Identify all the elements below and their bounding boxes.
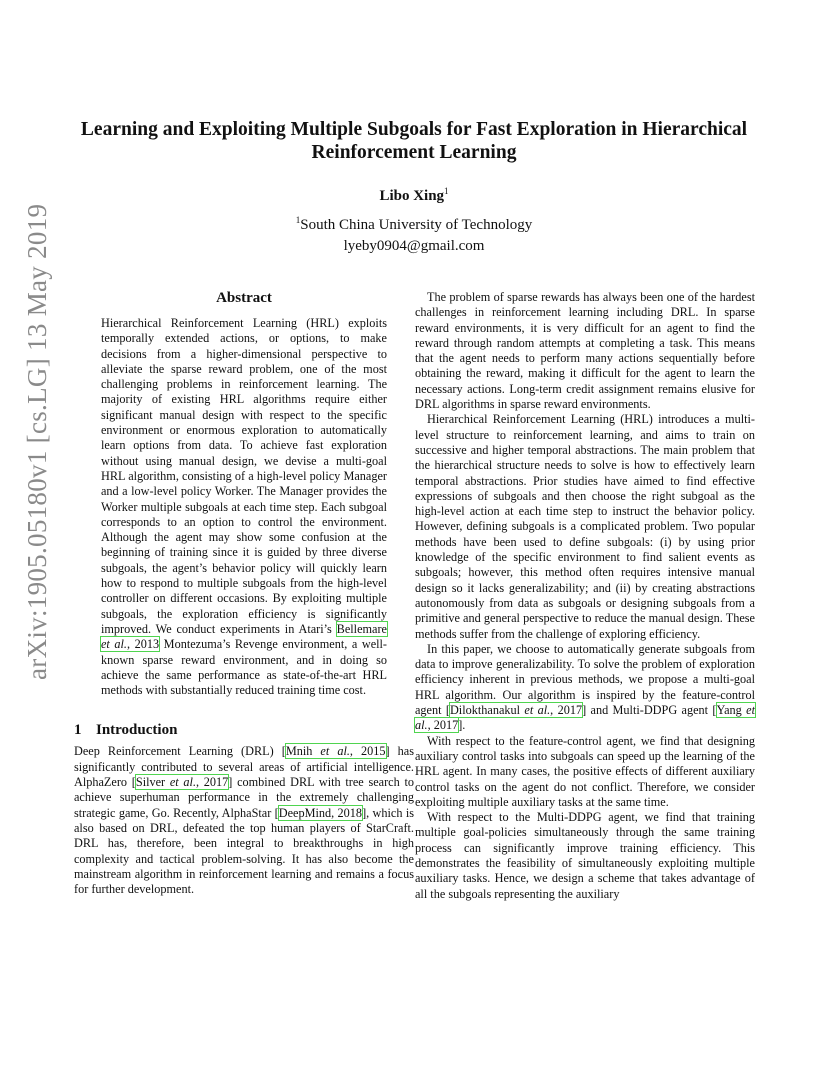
citation-deepmind[interactable]: DeepMind, 2018 — [278, 805, 363, 820]
cite-year: , 2015 — [349, 744, 386, 759]
cite-etal: et al. — [320, 744, 350, 759]
cite-etal: et al. — [101, 637, 127, 652]
paragraph-feature-control: With respect to the feature-control agent, we find that designing auxiliary control tasks into subgoals can speed up the learning of the HRL agent. In many cases, the positive effects of different auxiliary control tasks on the agent do not conflict. Therefore, we consider exploiting multiple auxiliary tasks at the same time. — [415, 733, 755, 809]
author-name: Libo Xing — [379, 188, 445, 204]
affiliation-line — [0, 210, 828, 236]
text-run: ] and Multi-DDPG agent [ — [582, 703, 717, 718]
paragraph-sparse-rewards: The problem of sparse rewards has always been one of the hardest challenges in reinforcement learning including DRL. In sparse reward environments, it is very difficult for an agent to find the reward through random attempts at completing a task. This means that the agent needs to perform many actions sequentially before obtaining the reward, making it difficult for the agent to learn the necessary actions. Long-term credit assignment remains elusive for DRL algorithms in sparse reward environments. — [415, 290, 755, 412]
section-number: 1 — [74, 722, 82, 739]
affiliation-block — [0, 210, 828, 257]
cite-author: Dilokthanakul — [449, 703, 521, 718]
paper-title: Learning and Exploiting Multiple Subgoals for Fast Exploration in Hierarchical Reinforcement Learning — [80, 119, 748, 163]
right-column — [415, 290, 755, 902]
text-run: ] combined DRL with tree search to achieve superhuman performance in the extremely challenging strategic game, Go. Recently, AlphaStar [ — [74, 775, 414, 820]
cite-year: , 2013 — [127, 637, 160, 652]
citation-dilokthanakul[interactable] — [450, 703, 582, 717]
paragraph-hrl: Hierarchical Reinforcement Learning (HRL) introduces a multi-level structure to reinforcement learning, and aims to train on successive and higher temporal abstractions. The main problem that the hierarchical structure needs to solve is how to effectively learn temporal abstractions. Prior studies have aimed to find effective expressions of subgoals and then choose the right subgoal as the high-level action at each time step to instruct the behavior policy. However, defining subgoals is a complicated problem. Two popular methods have been used to define subgoals: (i) by using prior knowledge of the specific environment to find salient events as subgoals; however, this method often requires intensive manual design so it lacks generalizability; and (ii) by creating abstractions autonomously from data as subgoals or designing subgoals from a primitive and general perspective to reduce the manual design. These methods suffer from the challenge of exploring efficiency. — [415, 412, 755, 641]
text-run: ] has significantly contributed to several areas of artificial intelligence. AlphaZero [ — [74, 744, 415, 790]
intro-paragraph — [74, 744, 414, 897]
affiliation-name: South China University of Technology — [300, 217, 533, 233]
paragraph-this-paper — [415, 642, 755, 734]
cite-author: Yang — [716, 703, 742, 718]
section-heading-introduction — [74, 722, 414, 739]
author-affil-marker: 1 — [444, 186, 449, 196]
text-run: In this paper, we choose to automatically generate subgoals from data to improve generalizability. To solve the problem of exploration efficiency inherent in previous methods, we propose a multi-goal HRL algorithm. Our algorithm is inspired by the feature-control agent [ — [415, 641, 755, 718]
citation-mnih[interactable] — [286, 744, 386, 758]
cite-etal: et al. — [524, 703, 551, 718]
abstract-text — [74, 316, 414, 698]
citation-silver[interactable] — [136, 775, 228, 789]
cite-year: , 2017 — [196, 775, 229, 790]
cite-author: Bellemare — [336, 621, 387, 636]
abstract-heading: Abstract — [216, 290, 272, 306]
affil-marker: 1 — [295, 215, 301, 225]
author-line — [0, 186, 828, 205]
cite-etal: et al. — [415, 703, 755, 733]
left-column — [74, 290, 414, 897]
cite-etal: et al. — [169, 775, 197, 790]
text-run: Deep Reinforcement Learning (DRL) [ — [74, 744, 286, 759]
text-run: ]. — [458, 718, 466, 733]
section-title: Introduction — [96, 722, 178, 739]
cite-author: Silver — [135, 775, 166, 790]
cite-year: , 2017 — [427, 718, 459, 733]
text-run: ], which is also based on DRL, defeated the top human players of StarCraft. DRL has, therefore, been integral to breakthroughs in high complexity and tactical problem-solving. It has also become the mainstream algorithm in reinforcement learning and remains a focus for further development. — [74, 805, 415, 897]
arxiv-identifier-stamp: arXiv:1905.05180v1 [cs.LG] 13 May 2019 — [22, 203, 52, 680]
abstract-part-1: Hierarchical Reinforcement Learning (HRL) exploits temporally extended actions, or options, to make decisions from a higher-dimensional perspective to alleviate the sparse reward problem, one of the most challenging problems in reinforcement learning. The majority of existing HRL algorithms require either significant manual design with respect to the specific environment or enormous exploration to automatically learn options from data. To achieve fast exploration without using manual design, we devise a multi-goal HRL algorithm, consisting of a high-level policy Manager and a low-level policy Worker. The Manager provides the Worker multiple subgoals at each time step. Each subgoal corresponds to an option to control the environment. Although the agent may show some confusion at the beginning of training since it is guided by three diverse subgoals, the agent’s behavior policy will quickly learn how to respond to multiple subgoals from the high-level controller on different occasions. By exploiting multiple subgoals, the exploration efficiency is significantly improved. We conduct experiments in Atari’s — [101, 316, 387, 636]
paragraph-multi-ddpg: With respect to the Multi-DDPG agent, we find that training multiple goal-policies simultaneously through the same training process can significantly improve training efficiency. This demonstrates the feasibility of simultaneously exploiting multiple auxiliary tasks. Hence, we design a scheme that takes advantage of all the subgoals representing the auxiliary — [415, 810, 755, 901]
cite-author: Mnih — [285, 744, 313, 759]
author-email: lyeby0904@gmail.com — [343, 238, 485, 254]
abstract-part-2: Montezuma’s Revenge environment, a well-known sparse reward environment, and in doing so achieve the same performance as state-of-the-art HRL methods with substantially reduced training time cost. — [101, 637, 388, 698]
cite-year: , 2017 — [550, 703, 583, 718]
